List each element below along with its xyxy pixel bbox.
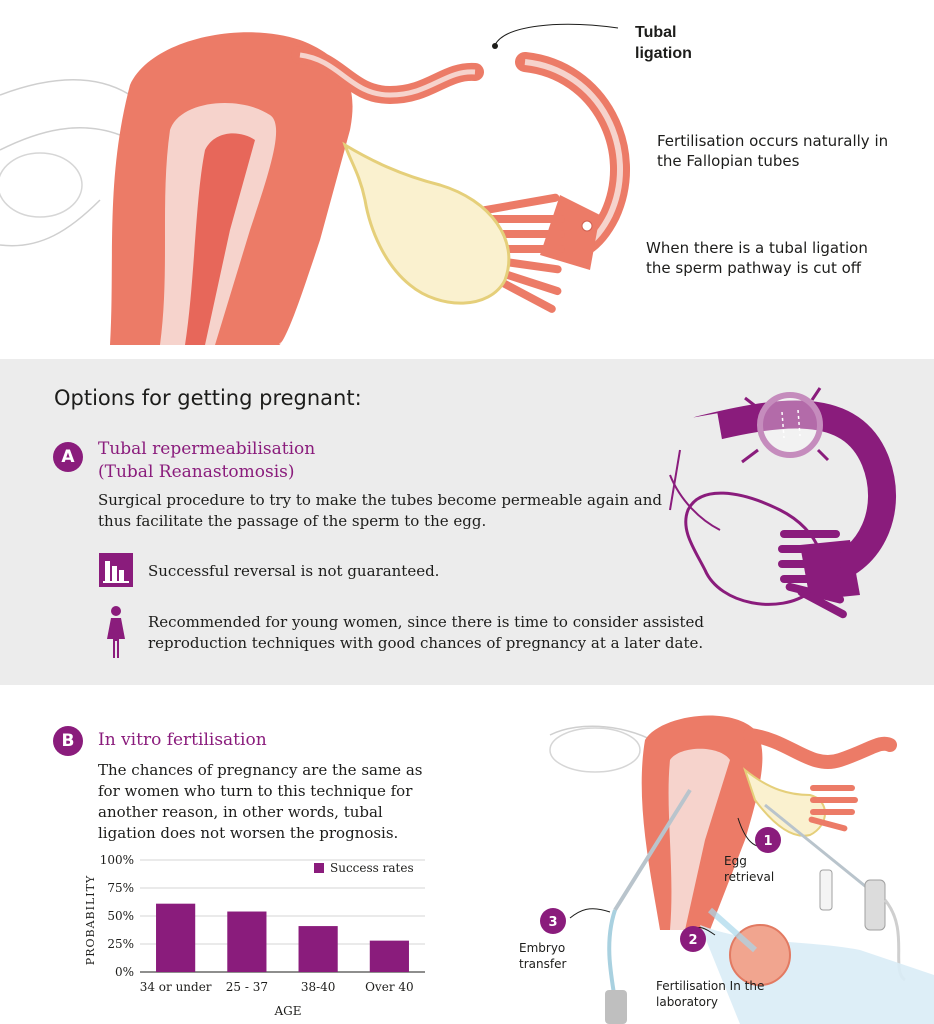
x-tick-label: 25 - 37 <box>225 980 268 994</box>
option-a-title <box>98 438 315 484</box>
y-tick-label: 0% <box>114 965 134 979</box>
step-number-1: 1 <box>763 834 773 849</box>
x-axis-label: AGE <box>274 1004 302 1018</box>
bar <box>370 941 409 972</box>
badge-a: A <box>53 442 83 472</box>
ivf-illustration <box>510 700 934 1024</box>
tubal-ligation-title: Tubal ligation <box>635 24 692 62</box>
uterus-illustration <box>0 0 934 359</box>
y-axis-label: PROBABILITY <box>84 874 97 966</box>
y-tick-label: 75% <box>107 881 134 895</box>
fertilisation-note: Fertilisation occurs naturally in the Fallopian tubes <box>657 132 889 170</box>
x-tick-label: 38-40 <box>300 980 336 994</box>
woman-icon <box>104 605 128 659</box>
option-b-title: In vitro fertilisation <box>98 730 267 750</box>
option-b-description: The chances of pregnancy are the same as for women who turn to this technique for another reason, in other words, tubal ligation does not worsen the prognosis. <box>98 761 423 842</box>
repermeabilised-tube-illustration <box>660 370 934 670</box>
legend-label: Success rates <box>330 861 414 875</box>
x-tick-label: Over 40 <box>365 980 414 994</box>
badge-b: B <box>53 726 83 756</box>
y-tick-label: 50% <box>107 909 134 923</box>
success-rate-chart <box>80 845 440 1020</box>
egg <box>582 221 592 231</box>
x-tick-label: 34 or under <box>139 980 212 994</box>
ligation-note: When there is a tubal ligation the sperm pathway is cut off <box>646 239 868 277</box>
point-young-women: Recommended for young women, since there is time to consider assisted reproduction techniques with good chances of pregnancy at a later date. <box>148 613 705 652</box>
bar-chart-icon <box>99 553 133 587</box>
option-a-description: Surgical procedure to try to make the tubes become permeable again and thus facilitate the passage of the sperm to the egg. <box>98 491 662 530</box>
y-tick-label: 100% <box>99 853 134 867</box>
option-a-title-line1: Tubal repermeabilisation <box>98 439 316 459</box>
step-label-fertilisation: Fertilisation In the laboratory <box>656 979 765 1009</box>
legend-swatch <box>314 863 324 873</box>
step-label-embryo-transfer: Embryo transfer <box>519 941 567 971</box>
bar <box>227 912 266 972</box>
bar <box>156 904 195 972</box>
ovary <box>345 145 509 303</box>
y-tick-label: 25% <box>107 937 134 951</box>
option-a-title-line2: (Tubal Reanastomosis) <box>98 462 295 482</box>
step-number-2: 2 <box>688 933 698 948</box>
point-reversal: Successful reversal is not guaranteed. <box>148 562 440 580</box>
bar <box>299 926 338 972</box>
step-number-3: 3 <box>548 915 558 930</box>
step-label-egg-retrieval: Egg retrieval <box>724 854 775 884</box>
options-title: Options for getting pregnant: <box>54 386 362 410</box>
repair-site-highlight <box>760 395 820 455</box>
